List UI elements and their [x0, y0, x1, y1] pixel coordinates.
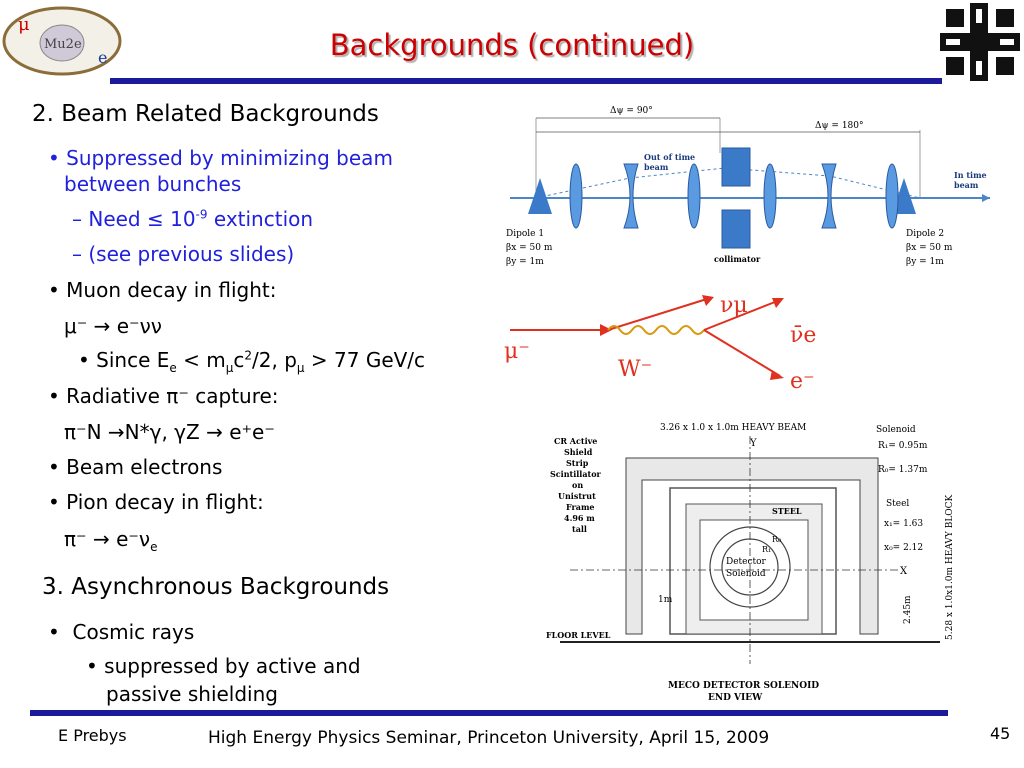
suppressed-bullet: • Suppressed by minimizing beam: [48, 146, 393, 170]
cr-label-9: tall: [572, 524, 587, 534]
detector-caption-2: END VIEW: [708, 693, 763, 703]
suppressed-line2: between bunches: [64, 172, 242, 196]
x-axis-label: X: [900, 566, 908, 577]
see-previous: – (see previous slides): [72, 242, 295, 266]
cr-label-4: Scintillator: [550, 469, 601, 479]
logo-mu: μ: [18, 14, 30, 35]
logo-e: e: [98, 48, 108, 67]
logo-text: Mu2e: [44, 37, 82, 52]
detector-label-2: Solenoid: [726, 569, 766, 579]
delta-psi-180: Δψ = 180°: [815, 121, 864, 131]
floor-label: FLOOR LEVEL: [546, 630, 611, 640]
cr-label-5: on: [572, 480, 584, 490]
cosmic-bullet: • Cosmic rays: [48, 620, 195, 644]
feynman-graphic: [500, 286, 830, 396]
need-extinction: – Need ≤ $10^{-9}$ extinction: [72, 207, 314, 231]
cr-label-1: CR Active: [554, 436, 598, 446]
section2-heading: 2. Beam Related Backgrounds: [32, 101, 379, 127]
cr-label-7: Frame: [566, 502, 595, 512]
dipole2-by: βy = 1m: [906, 257, 944, 267]
r1-label: R₁= 0.95m: [878, 441, 928, 451]
section3-heading: 3. Asynchronous Backgrounds: [42, 574, 390, 600]
shielding-bullet: • suppressed by active and: [86, 654, 361, 678]
muon-decay-bullet: • Muon decay in flight:: [48, 278, 277, 302]
out-of-time-label-2: beam: [644, 162, 669, 172]
footer-author: E Prebys: [58, 726, 127, 745]
radiative-bullet: • Radiative π⁻ capture:: [48, 384, 279, 408]
detector-label-1: Detector: [726, 557, 766, 567]
cr-label-6: Unistrut: [558, 491, 596, 501]
heavy-beam-label: 3.26 x 1.0 x 1.0m HEAVY BEAM: [660, 423, 807, 433]
feynman-diagram: [500, 286, 830, 396]
out-of-time-label-1: Out of time: [644, 152, 696, 162]
suppressed-line1: Suppressed by minimizing beam: [66, 146, 393, 170]
muon-decay-equation: μ⁻ → e⁻νν: [64, 314, 162, 338]
height-label: 2.45m: [903, 595, 913, 624]
steel-inner-label: STEEL: [772, 506, 802, 516]
feynman-e: e⁻: [790, 369, 815, 394]
x1-label: x₁= 1.63: [884, 519, 924, 529]
detector-diagram: [540, 414, 970, 706]
delta-psi-90: Δψ = 90°: [610, 106, 653, 116]
y-axis-label: Y: [750, 438, 757, 449]
title-rule: [110, 78, 942, 84]
dipole1-bx: βx = 50 m: [506, 243, 553, 253]
cr-label-8: 4.96 m: [564, 513, 595, 523]
dipole1-by: βy = 1m: [506, 257, 544, 267]
footer-venue: High Energy Physics Seminar, Princeton University, April 15, 2009: [208, 728, 770, 748]
feynman-w: W⁻: [618, 357, 653, 382]
cr-label-3: Strip: [566, 458, 589, 468]
cr-label-2: Shield: [564, 447, 593, 457]
since-condition: • Since $E_e < m_\mu c^2/2$, $p_\mu > 77$ GeV/c: [78, 348, 426, 375]
radiative-equation: π⁻N →N*γ, γZ → e⁺e⁻: [64, 420, 275, 444]
footer-page-number: 45: [990, 724, 1011, 743]
r0-inner-label: R₀: [772, 535, 782, 544]
beam-electrons-bullet: • Beam electrons: [48, 455, 223, 479]
pion-decay-equation: $\pi^- \to e^-\nu_e$: [64, 527, 158, 554]
r1-inner-label: R₁: [762, 545, 772, 554]
beamline-figure: [500, 98, 1000, 278]
in-time-label-2: beam: [954, 180, 979, 190]
solenoid-label: Solenoid: [876, 425, 916, 435]
detector-figure: [540, 414, 970, 706]
heavy-block-label: 5.28 x 1.0x1.0m HEAVY BLOCK: [945, 494, 955, 640]
dipole2-bx: βx = 50 m: [906, 243, 953, 253]
footer-rule: [30, 710, 948, 716]
detector-caption-1: MECO DETECTOR SOLENOID: [668, 681, 820, 691]
beamline-diagram: [500, 98, 1000, 278]
slide-title: Backgrounds (continued): [329, 28, 695, 62]
in-time-label-1: In time: [954, 170, 987, 180]
x2-label: x₀= 2.12: [884, 543, 924, 553]
dipole2-label: Dipole 2: [906, 229, 945, 239]
feynman-nu-mu: νμ: [720, 293, 748, 318]
pion-decay-bullet: • Pion decay in flight:: [48, 490, 264, 514]
dipole1-label: Dipole 1: [506, 229, 545, 239]
one-m-label: 1m: [658, 595, 673, 605]
r0-label: R₀= 1.37m: [878, 465, 928, 475]
feynman-mu: μ⁻: [504, 339, 530, 364]
feynman-nu-e-bar: ν̄e: [790, 323, 817, 348]
collimator-label: collimator: [714, 254, 761, 264]
shielding-line2: passive shielding: [106, 682, 278, 706]
steel-label: Steel: [886, 499, 910, 509]
